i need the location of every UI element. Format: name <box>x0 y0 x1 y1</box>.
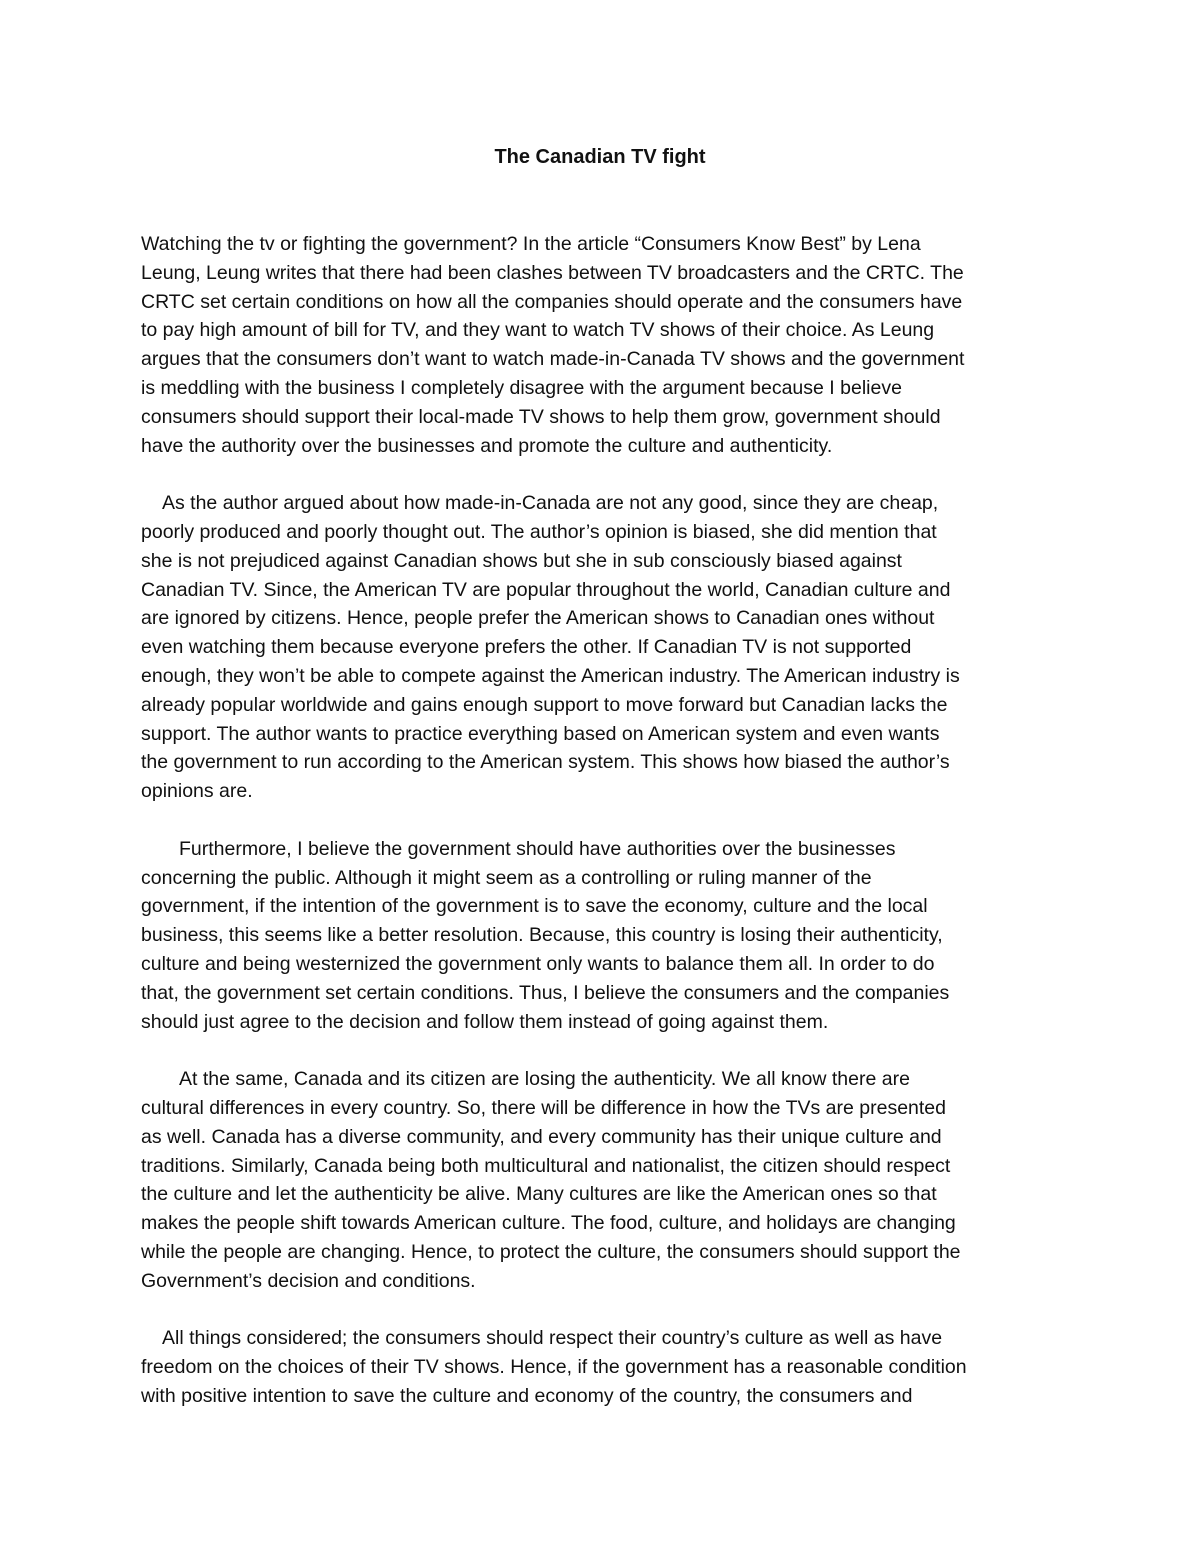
text-line: cultural differences in every country. So, there will be difference in how the TVs are presented <box>141 1096 946 1119</box>
text-line: even watching them because everyone prefers the other. If Canadian TV is not supported <box>141 636 912 659</box>
text-line: As the author argued about how made-in-Canada are not any good, since they are cheap, <box>162 492 939 515</box>
document-body <box>141 230 1066 1439</box>
text-line: support. The author wants to practice everything based on American system and even wants <box>141 722 940 745</box>
text-line: with positive intention to save the culture and economy of the country, the consumers and <box>141 1384 913 1407</box>
paragraph-authenticity <box>141 1065 1066 1295</box>
paragraph-conclusion <box>141 1324 1066 1410</box>
paragraph-author-bias <box>141 489 1066 806</box>
text-line: All things considered; the consumers should respect their country’s culture as well as have <box>162 1327 943 1350</box>
text-line: Watching the tv or fighting the government? In the article “Consumers Know Best” by Lena <box>141 233 921 255</box>
text-line: Government’s decision and conditions. <box>141 1269 476 1292</box>
text-line: to pay high amount of bill for TV, and they want to watch TV shows of their choice. As Leung <box>141 319 935 342</box>
text-line: concerning the public. Although it might seem as a controlling or ruling manner of the <box>141 866 872 889</box>
text-line: culture and being westernized the government only wants to balance them all. In order to do <box>141 952 935 975</box>
text-line: Furthermore, I believe the government should have authorities over the businesses <box>179 837 896 860</box>
text-line: while the people are changing. Hence, to protect the culture, the consumers should support the <box>141 1240 961 1263</box>
document-title: The Canadian TV fight <box>494 146 706 168</box>
text-line: is meddling with the business I completely disagree with the argument because I believe <box>141 376 902 399</box>
paragraph-government-authority <box>141 835 1066 1037</box>
text-line: argues that the consumers don’t want to watch made-in-Canada TV shows and the government <box>141 348 965 371</box>
text-line: should just agree to the decision and follow them instead of going against them. <box>141 1010 829 1033</box>
text-line: government, if the intention of the government is to save the economy, culture and the local <box>141 895 928 918</box>
paragraph-intro <box>141 230 1066 460</box>
text-line: enough, they won’t be able to compete against the American industry. The American industry is <box>141 664 960 687</box>
text-line: already popular worldwide and gains enough support to move forward but Canadian lacks the <box>141 693 948 716</box>
text-line: have the authority over the businesses and promote the culture and authenticity. <box>141 434 833 457</box>
text-line: At the same, Canada and its citizen are losing the authenticity. We all know there are <box>179 1068 910 1091</box>
text-line: consumers should support their local-made TV shows to help them grow, government should <box>141 405 941 428</box>
text-line: opinions are. <box>141 780 253 803</box>
text-line: that, the government set certain conditions. Thus, I believe the consumers and the companies <box>141 981 950 1004</box>
text-line: are ignored by citizens. Hence, people prefer the American shows to Canadian ones without <box>141 607 935 630</box>
text-line: poorly produced and poorly thought out. The author’s opinion is biased, she did mention that <box>141 520 937 543</box>
text-line: the government to run according to the American system. This shows how biased the author’s <box>141 751 950 774</box>
text-line: traditions. Similarly, Canada being both multicultural and nationalist, the citizen should respect <box>141 1154 951 1177</box>
text-line: CRTC set certain conditions on how all the companies should operate and the consumers have <box>141 290 963 313</box>
text-line: makes the people shift towards American culture. The food, culture, and holidays are changing <box>141 1212 956 1235</box>
text-line: freedom on the choices of their TV shows. Hence, if the government has a reasonable condition <box>141 1356 967 1379</box>
text-line: the culture and let the authenticity be alive. Many cultures are like the American ones so that <box>141 1183 937 1206</box>
text-line: Leung, Leung writes that there had been clashes between TV broadcasters and the CRTC. The <box>141 261 964 284</box>
text-line: she is not prejudiced against Canadian shows but she in sub consciously biased against <box>141 549 902 572</box>
text-line: Canadian TV. Since, the American TV are popular throughout the world, Canadian culture and <box>141 578 951 601</box>
text-line: business, this seems like a better resolution. Because, this country is losing their authenticity, <box>141 924 943 947</box>
text-line: as well. Canada has a diverse community, and every community has their unique culture and <box>141 1125 942 1148</box>
